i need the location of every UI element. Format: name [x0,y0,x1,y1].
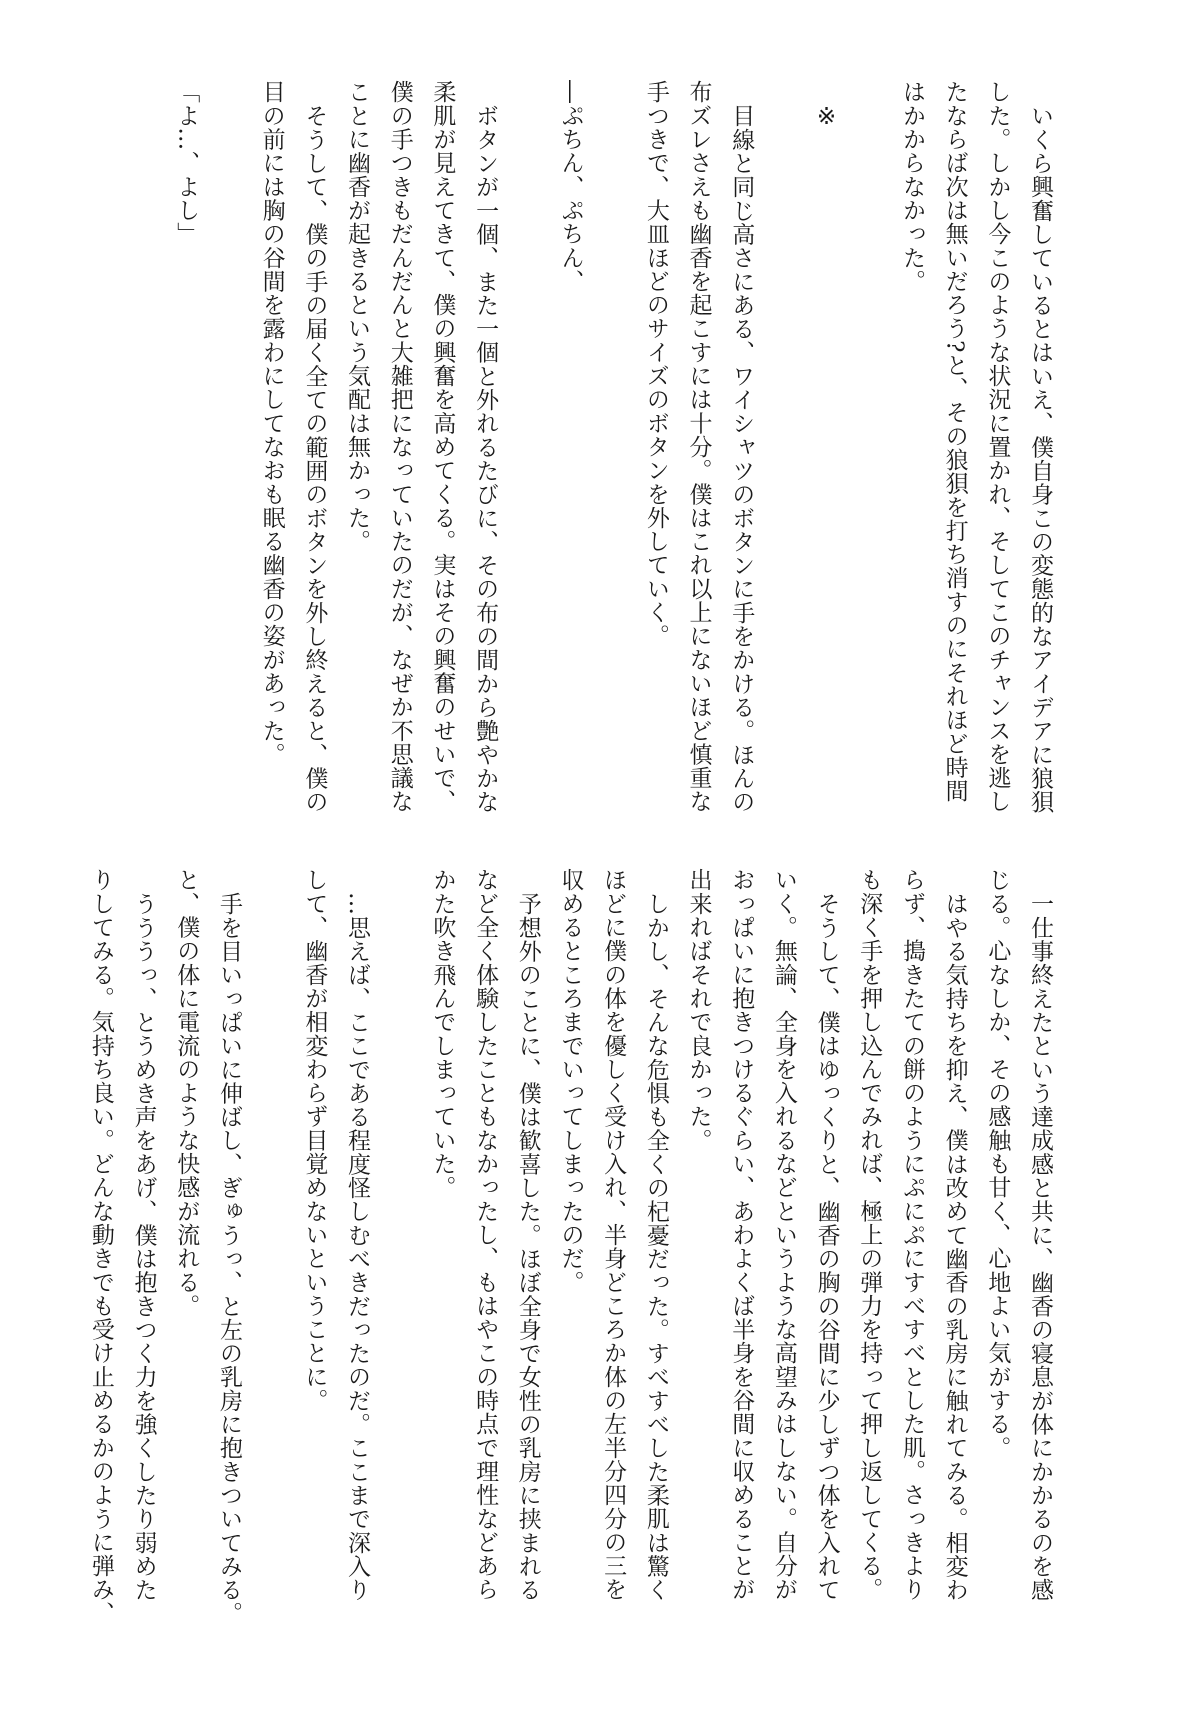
text-line: らず、搗きたての餅のようにぷにぷにすべすべとした肌。さっきより [898,868,925,1602]
text-line: おっぱいに抱きつけるぐらい、あわよくば半身を谷間に収めることが [728,868,755,1602]
blank-line [762,80,805,820]
text-line: はやる気持ちを抑え、僕は改めて幽香の乳房に触れてみる。相変わ [941,891,968,1602]
text-line: と、僕の体に電流のような快感が流れる。 [173,868,200,1318]
text-line: りしてみる。気持ち良い。どんな動きでも受け止めるかのように弾み、 [87,868,114,1625]
text-line: して、幽香が相変わらず目覚めないということに。 [301,868,328,1412]
blank-line [378,868,421,1608]
text-line: いくら興奮しているとはいえ、僕自身この変態的なアイデアに狼狽 [1027,103,1053,814]
text-line: ことに幽香が起きるという気配は無かった。 [344,80,370,553]
text-line: うううっ、とうめき声をあげ、僕は抱きつく力を強くしたり弱めた [130,891,157,1602]
text-line: 収めるところまでいってしまったのだ。 [557,868,584,1294]
text-line: 手を目いっぱいに伸ばし、ぎゅうっ、と左の乳房に抱きついてみる。 [215,891,242,1625]
blank-line [207,80,250,820]
blank-line [506,80,549,820]
text-line: ほどに僕の体を優しく受け入れ、半身どころか体の左半分四分の三を [600,868,627,1602]
blank-line [250,868,293,1608]
text-line: かた吹き飛んでしまっていた。 [429,868,456,1200]
text-line: はかからなかった。 [898,80,925,293]
text-line: など全く体験したこともなかったし、もはやこの時点で理性などあら [472,868,499,1602]
text-line: 僕の手つきもだんだんと大雑把になっていたのだが、なぜか不思議な [386,80,413,814]
text-line: そうして、僕はゆっくりと、幽香の胸の谷間に少しずつ体を入れて [813,891,840,1602]
text-line: そうして、僕の手の届く全ての範囲のボタンを外し終えると、僕の [301,103,328,814]
text-block-bottom [79,868,1061,1625]
text-line: 目の前には胸の谷間を露わにしてなおも眠る幽香の姿があった。 [258,80,285,766]
text-line: たならば次は無いだろう?と、その狼狽を打ち消すのにそれほど時間 [941,80,968,803]
text-line: 出来ればそれで良かった。 [685,868,712,1152]
text-line: 柔肌が見えてきて、僕の興奮を高めてくる。実はその興奮のせいで、 [429,80,456,814]
text-line: ―ぷちん、ぷちん、 [557,80,584,293]
text-line: 予想外のことに、僕は歓喜した。ほぼ全身で女性の乳房に挟まれる [514,891,541,1602]
text-line: した。しかし今このような状況に置かれ、そしてこのチャンスを逃し [984,80,1011,814]
text-line: しかし、そんな危惧も全くの杞憂だった。すべすべした柔肌は驚く [642,891,669,1602]
text-line: 「よ…、よし」 [173,80,200,246]
text-line: ボタンが一個、また一個と外れるたびに、その布の間から艶やかな [472,103,499,814]
text-block-top [165,80,1061,820]
text-line: 手つきで、大皿ほどのサイズのボタンを外していく。 [642,80,669,648]
text-line: 布ズレさえも幽香を起こすには十分。僕はこれ以上にないほど慎重な [685,80,712,814]
text-line: 目線と同じ高さにある、ワイシャツのボタンに手をかける。ほんの [728,103,755,814]
text-line: 一仕事終えたという達成感と共に、幽香の寝息が体にかかるのを感 [1027,891,1053,1602]
text-line: じる。心なしか、その感触も甘く、心地よい気がする。 [984,868,1011,1460]
text-line: も深く手を押し込んでみれば、極上の弾力を持って押し返してくる。 [856,868,883,1602]
blank-line [591,80,634,820]
text-line: ※ [813,103,840,131]
blank-line [848,80,891,820]
text-line: …思えば、ここである程度怪しむべきだったのだ。ここまで深入り [344,891,370,1602]
text-line: いく。無論、全身を入れるなどというような高望みはしない。自分が [770,868,797,1602]
